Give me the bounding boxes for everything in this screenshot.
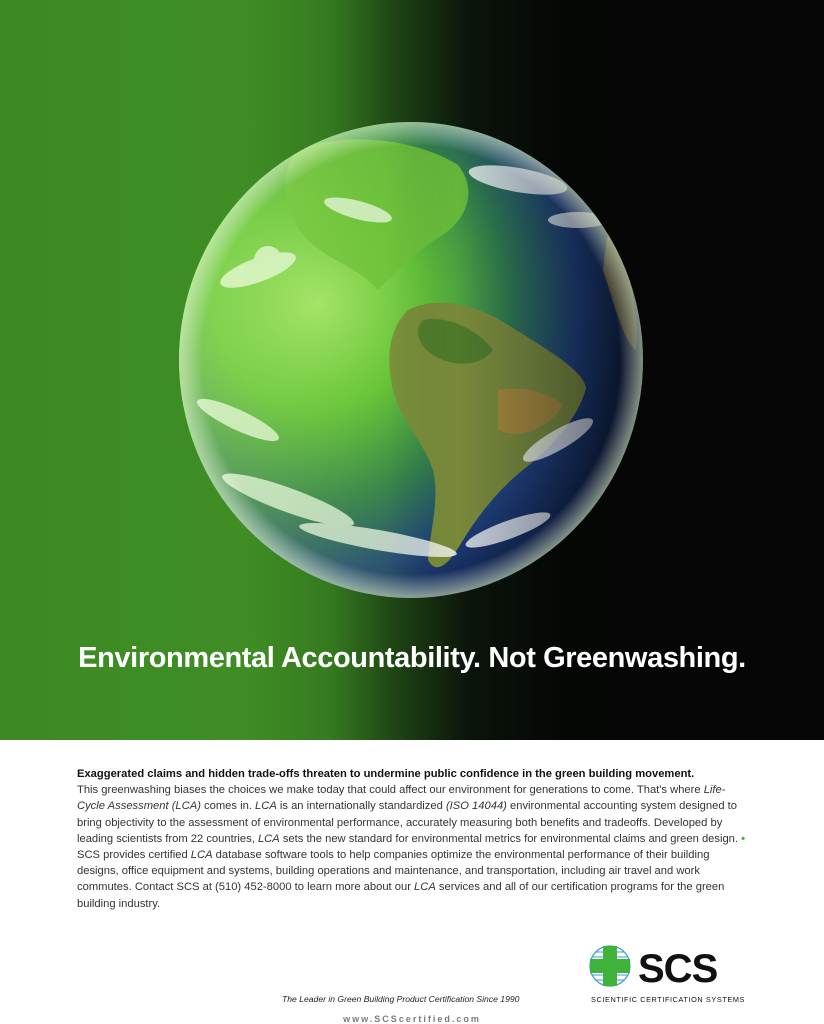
lca-term: Life-Cycle Assessment (LCA): [77, 784, 726, 813]
bullet-icon: •: [741, 832, 746, 845]
body-text: comes in.: [200, 800, 256, 813]
body-text: sets the new standard for environmental metrics for environmental claims and green design.: [279, 832, 742, 845]
lca-term: LCA: [190, 849, 213, 862]
body-text: environmental accounting system designed to bring objectivity to the assessment of environmental performance, accurately measuring both benefits and tradeoffs. Developed by leading scientists from 22 countries,: [77, 800, 738, 845]
body-text: is an internationally standardized: [276, 800, 446, 813]
body-lead: Exaggerated claims and hidden trade-offs threaten to undermine public confidence in the green building movement.: [77, 768, 695, 780]
body-text: services and all of our certification programs for the green building industry.: [77, 881, 725, 910]
website-link[interactable]: www.SCScertified.com: [343, 1014, 481, 1024]
body-text: SCS provides certified: [77, 849, 191, 862]
earth-globe-image: [178, 120, 644, 600]
scs-logo: [586, 942, 748, 990]
logo-subtitle: SCIENTIFIC CERTIFICATION SYSTEMS: [591, 995, 745, 1004]
lca-term: LCA: [414, 881, 436, 894]
iso-term: (ISO 14044): [445, 800, 507, 813]
logo-wordmark: SCS: [638, 947, 718, 990]
green-cross-globe-icon: [590, 946, 630, 986]
body-text: This greenwashing biases the choices we make today that could affect our environment for generations to come. That's where: [77, 784, 704, 797]
body-copy: [77, 766, 752, 912]
lca-term: LCA: [255, 800, 277, 813]
tagline: The Leader in Green Building Product Certification Since 1990: [282, 994, 520, 1004]
headline: Environmental Accountability. Not Greenwashing.: [78, 642, 746, 674]
body-text: database software tools to help companies optimize the environmental performance of their building designs, office equipment and systems, building operations and maintenance, and transportation, including air travel and work commutes. Contact SCS at (510) 452-8000 to learn more about our: [77, 849, 710, 894]
lca-term: LCA: [257, 832, 280, 845]
